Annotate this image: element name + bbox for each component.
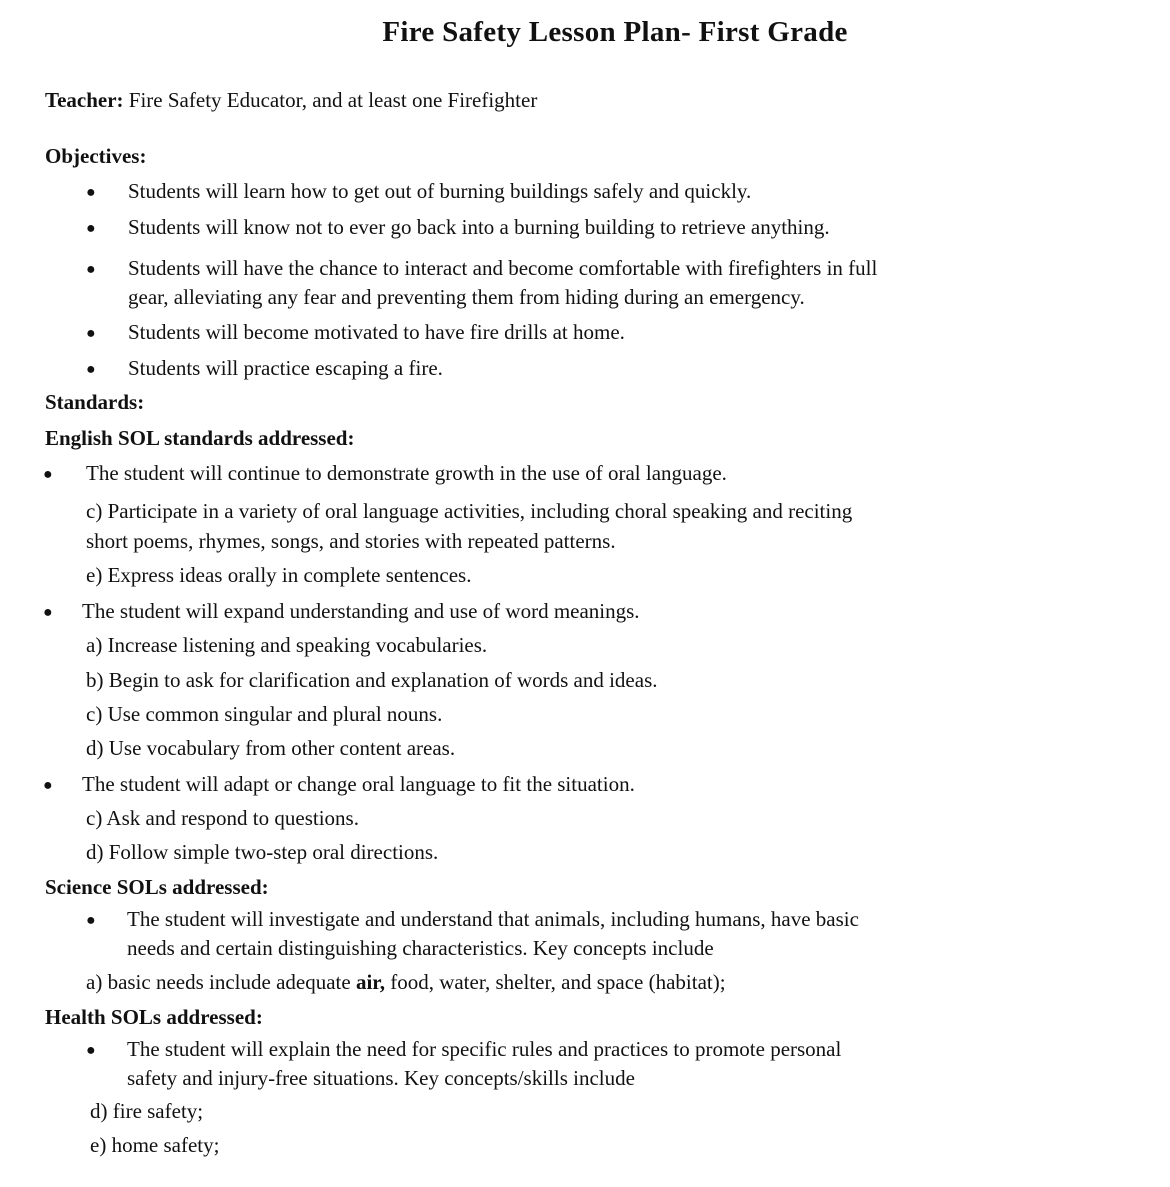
health-heading: Health SOLs addressed: (45, 1005, 263, 1029)
objective-item: Students will become motivated to have fire drills at home. (128, 320, 625, 344)
health-subitem: e) home safety; (90, 1133, 220, 1157)
english-item: The student will continue to demonstrate growth in the use of oral language. (86, 461, 727, 485)
english-subitem: b) Begin to ask for clarification and explanation of words and ideas. (86, 668, 658, 692)
teacher-value: Fire Safety Educator, and at least one Firefighter (128, 88, 538, 112)
teacher-label: Teacher: (45, 88, 124, 112)
objective-item: Students will have the chance to interact and become comfortable with firefighters in full (128, 256, 878, 280)
english-subitem: c) Participate in a variety of oral language activities, including choral speaking and reciting (86, 499, 853, 523)
science-heading: Science SOLs addressed: (45, 875, 269, 899)
bullet-icon: ● (86, 325, 96, 342)
english-subitem: c) Use common singular and plural nouns. (86, 702, 443, 726)
objective-item-continued: gear, alleviating any fear and preventing them from hiding during an emergency. (128, 285, 805, 309)
health-item-continued: safety and injury-free situations. Key concepts/skills include (127, 1066, 635, 1090)
bullet-icon: ● (86, 361, 96, 378)
objective-item: Students will know not to ever go back into a burning building to retrieve anything. (128, 215, 830, 239)
science-item: The student will investigate and understand that animals, including humans, have basic (127, 907, 859, 931)
science-item-continued: needs and certain distinguishing characteristics. Key concepts include (127, 936, 714, 960)
objectives-heading: Objectives: (45, 144, 147, 168)
english-item: The student will expand understanding and use of word meanings. (82, 599, 640, 623)
english-subitem: d) Follow simple two-step oral directions. (86, 840, 439, 864)
english-subitem-continued: short poems, rhymes, songs, and stories with repeated patterns. (86, 529, 616, 553)
bullet-icon: ● (86, 261, 96, 278)
english-subitem: a) Increase listening and speaking vocabularies. (86, 633, 488, 657)
bullet-icon: ● (43, 777, 53, 794)
bullet-icon: ● (43, 466, 53, 483)
objective-item: Students will learn how to get out of burning buildings safely and quickly. (128, 179, 752, 203)
english-item: The student will adapt or change oral language to fit the situation. (82, 772, 635, 796)
bullet-icon: ● (43, 604, 53, 621)
health-item: The student will explain the need for specific rules and practices to promote personal (127, 1037, 842, 1061)
english-subitem: e) Express ideas orally in complete sentences. (86, 563, 472, 587)
bullet-icon: ● (86, 912, 96, 929)
science-subitem (86, 968, 726, 997)
english-subitem: c) Ask and respond to questions. (86, 806, 359, 830)
science-subitem-post: food, water, shelter, and space (habitat); (384, 970, 726, 994)
english-subitem: d) Use vocabulary from other content areas. (86, 736, 456, 760)
page-title: Fire Safety Lesson Plan- First Grade (382, 16, 848, 48)
science-subitem-pre: a) basic needs include adequate (86, 970, 356, 994)
objective-item: Students will practice escaping a fire. (128, 356, 443, 380)
standards-heading: Standards: (45, 390, 145, 414)
teacher-line (45, 86, 537, 115)
bullet-icon: ● (86, 220, 96, 237)
bullet-icon: ● (86, 1042, 96, 1059)
health-subitem: d) fire safety; (90, 1099, 204, 1123)
science-subitem-bold: air, (355, 970, 385, 994)
english-heading: English SOL standards addressed: (45, 426, 355, 450)
bullet-icon: ● (86, 184, 96, 201)
